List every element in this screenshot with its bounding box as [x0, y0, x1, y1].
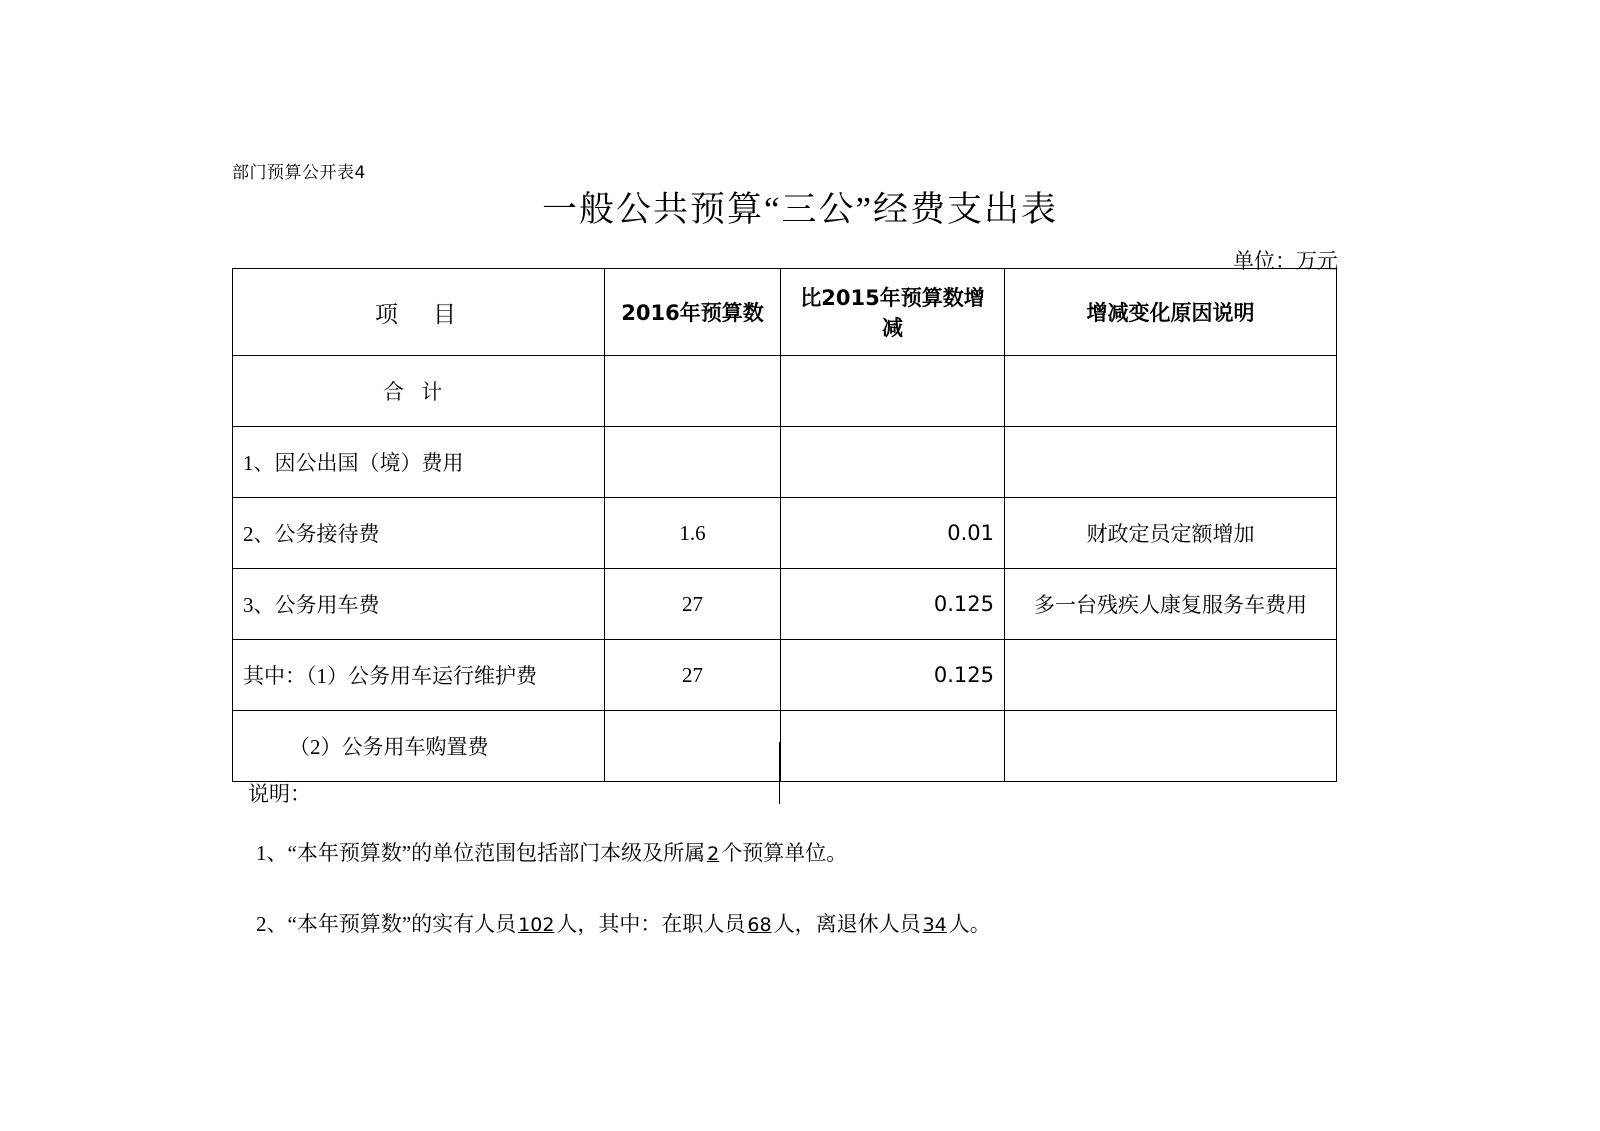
note-2-suffix: 人。 [948, 912, 991, 936]
table-row [233, 427, 1337, 498]
row-change-value: 0.125 [781, 640, 1005, 711]
row-budget-value: 27 [605, 640, 781, 711]
row-reason-value: 多一台残疾人康复服务车费用 [1005, 569, 1337, 640]
row-label: 其中：（1）公务用车运行维护费 [233, 640, 605, 711]
note-2-total-staff: 102 [518, 914, 555, 936]
row-budget-value: 1.6 [605, 498, 781, 569]
row-label: 1、因公出国（境）费用 [233, 427, 605, 498]
column-header-reason: 增减变化原因说明 [1005, 269, 1337, 356]
row-label: 2、公务接待费 [233, 498, 605, 569]
row-label: （2）公务用车购置费 [233, 711, 605, 782]
row-budget-value: 27 [605, 569, 781, 640]
table-column-divider-extension [779, 742, 780, 804]
row-change-value: 0.125 [781, 569, 1005, 640]
note-item-1 [256, 837, 847, 867]
row-reason-value [1005, 427, 1337, 498]
row-label: 3、公务用车费 [233, 569, 605, 640]
table-row [233, 498, 1337, 569]
table-row [233, 356, 1337, 427]
form-number-label: 部门预算公开表4 [232, 163, 366, 183]
column-header-item: 项 目 [233, 269, 605, 356]
note-2-prefix: 2、“本年预算数”的实有人员 [256, 912, 517, 936]
row-change-value [781, 711, 1005, 782]
note-2-active-staff: 68 [747, 914, 772, 936]
row-budget-value [605, 427, 781, 498]
note-1-prefix: 1、“本年预算数”的单位范围包括部门本级及所属 [256, 841, 706, 865]
note-2-mid1: 人，其中：在职人员 [556, 912, 746, 936]
row-reason-value: 财政定员定额增加 [1005, 498, 1337, 569]
row-reason-value [1005, 356, 1337, 427]
table-row [233, 711, 1337, 782]
row-reason-value [1005, 711, 1337, 782]
unit-note: 单位：万元 [1233, 249, 1338, 273]
note-2-mid2: 人，离退休人员 [773, 912, 921, 936]
row-label: 合 计 [233, 356, 605, 427]
row-budget-value [605, 356, 781, 427]
column-header-change: 比2015年预算数增减 [781, 269, 1005, 356]
row-change-value: 0.01 [781, 498, 1005, 569]
note-1-suffix: 个预算单位。 [721, 841, 848, 865]
page-title: 一般公共预算“三公”经费支出表 [541, 190, 1059, 229]
table-header-row [233, 269, 1337, 356]
note-1-value: 2 [707, 843, 720, 865]
row-change-value [781, 356, 1005, 427]
table-row [233, 569, 1337, 640]
table-row [233, 640, 1337, 711]
row-budget-value [605, 711, 781, 782]
note-item-2 [256, 908, 991, 938]
three-public-expenses-table [232, 268, 1337, 782]
row-change-value [781, 427, 1005, 498]
column-header-budget-2016: 2016年预算数 [605, 269, 781, 356]
notes-label: 说明： [248, 782, 311, 806]
note-2-retired-staff: 34 [922, 914, 947, 936]
row-reason-value [1005, 640, 1337, 711]
